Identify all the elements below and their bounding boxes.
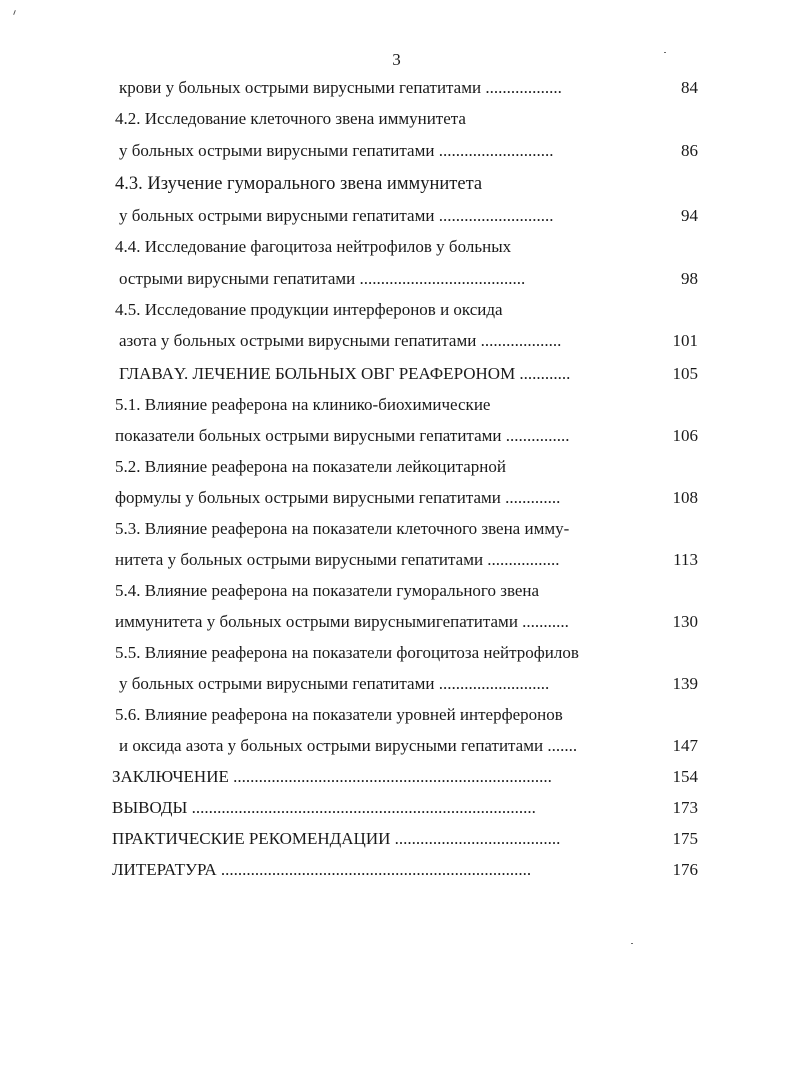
toc-entry — [0, 608, 793, 636]
toc-entry — [0, 484, 793, 512]
toc-entry-text: 5.6. Влияние реаферона на показатели уровней интерферонов — [115, 705, 563, 724]
scan-speck — [631, 943, 633, 944]
toc-entry-text: ВЫВОДЫ ................................................................................. — [112, 798, 536, 817]
toc-entry-text: и оксида азота у больных острыми вирусными гепатитами ....... — [119, 736, 578, 755]
toc-entry-page: 154 — [672, 767, 698, 786]
toc-entry-text: у больных острыми вирусными гепатитами ........................... — [119, 141, 554, 160]
toc-entry-text: 5.2. Влияние реаферона на показатели лейкоцитарной — [115, 457, 506, 476]
toc-entry — [0, 202, 793, 230]
toc-entry — [0, 327, 793, 355]
toc-entry-text: показатели больных острыми вирусными гепатитами ............... — [115, 426, 570, 445]
toc-entry-page: 130 — [672, 612, 698, 631]
toc-entry — [0, 546, 793, 574]
scan-speck — [13, 10, 16, 15]
toc-entry — [0, 515, 793, 543]
toc-entry — [0, 74, 793, 102]
toc-entry-text: ЗАКЛЮЧЕНИЕ ........................................................................... — [112, 767, 552, 786]
toc-entry — [0, 265, 793, 293]
toc-entry-text: 5.3. Влияние реаферона на показатели клеточного звена имму- — [115, 519, 570, 538]
toc-entry — [0, 732, 793, 760]
toc-entry-text: 4.3. Изучение гуморального звена иммунитета — [115, 174, 483, 194]
toc-entry-text: 4.2. Исследование клеточного звена иммунитета — [115, 109, 466, 128]
toc-entry — [0, 670, 793, 698]
toc-entry-text: у больных острыми вирусными гепатитами ........................... — [119, 206, 554, 225]
toc-entry — [0, 794, 793, 822]
page-number: 3 — [392, 50, 401, 69]
toc-entry-page: 94 — [681, 206, 698, 225]
toc-entry — [0, 296, 793, 324]
toc-entry — [0, 639, 793, 667]
toc-entry-text: нитета у больных острыми вирусными гепатитами ................. — [115, 550, 560, 569]
toc-entry-text: 4.5. Исследование продукции интерферонов и оксида — [115, 300, 503, 319]
toc-entry-page: 106 — [672, 426, 698, 445]
toc-entry-text: ЛИТЕРАТУРА ......................................................................... — [112, 860, 532, 879]
toc-entry-page: 98 — [681, 269, 698, 288]
toc-entry — [0, 825, 793, 853]
toc-entry-text: 5.5. Влияние реаферона на показатели фогоцитоза нейтрофилов — [115, 643, 579, 662]
toc-entry-text: иммунитета у больных острыми вируснымигепатитами ........... — [115, 612, 569, 631]
scan-speck — [664, 52, 666, 53]
toc-entry-page: 108 — [672, 488, 698, 507]
toc-entry-page: 84 — [681, 78, 698, 97]
toc-entry-page: 175 — [672, 829, 698, 848]
toc-entry-page: 113 — [673, 550, 698, 569]
toc-entry — [0, 763, 793, 791]
toc-entry-text: 4.4. Исследование фагоцитоза нейтрофилов у больных — [115, 237, 512, 256]
toc-entry-text: ПРАКТИЧЕСКИЕ РЕКОМЕНДАЦИИ ....................................... — [112, 829, 561, 848]
toc-entry — [0, 391, 793, 419]
toc-entry — [0, 170, 793, 198]
toc-entry-text: острыми вирусными гепатитами ....................................... — [119, 269, 526, 288]
toc-entry — [0, 856, 793, 884]
toc-entry-text: у больных острыми вирусными гепатитами .......................... — [119, 674, 550, 693]
toc-entry — [0, 422, 793, 450]
toc-entry-text: крови у больных острыми вирусными гепатитами .................. — [119, 78, 562, 97]
toc-entry-page: 173 — [672, 798, 698, 817]
toc-entry — [0, 577, 793, 605]
toc-entry-page: 101 — [672, 331, 698, 350]
toc-entry-text: ГЛАВАY. ЛЕЧЕНИЕ БОЛЬНЫХ ОВГ РЕАФЕРОНОМ ............ — [119, 364, 571, 383]
toc-entry-text: 5.1. Влияние реаферона на клинико-биохимические — [115, 395, 491, 414]
toc-entry — [0, 360, 793, 388]
toc-entry-page: 139 — [672, 674, 698, 693]
toc-entry-page: 105 — [672, 364, 698, 383]
toc-entry — [0, 105, 793, 133]
toc-entry — [0, 233, 793, 261]
toc-entry-page: 86 — [681, 141, 698, 160]
toc-entry-text: 5.4. Влияние реаферона на показатели гуморального звена — [115, 581, 540, 600]
toc-entry-page: 147 — [672, 736, 698, 755]
toc-entry-page: 176 — [672, 860, 698, 879]
toc-entry — [0, 701, 793, 729]
toc-entry-text: формулы у больных острыми вирусными гепатитами ............. — [115, 488, 561, 507]
toc-entry — [0, 137, 793, 165]
toc-entry-text: азота у больных острыми вирусными гепатитами ................... — [119, 331, 562, 350]
toc-entry — [0, 453, 793, 481]
